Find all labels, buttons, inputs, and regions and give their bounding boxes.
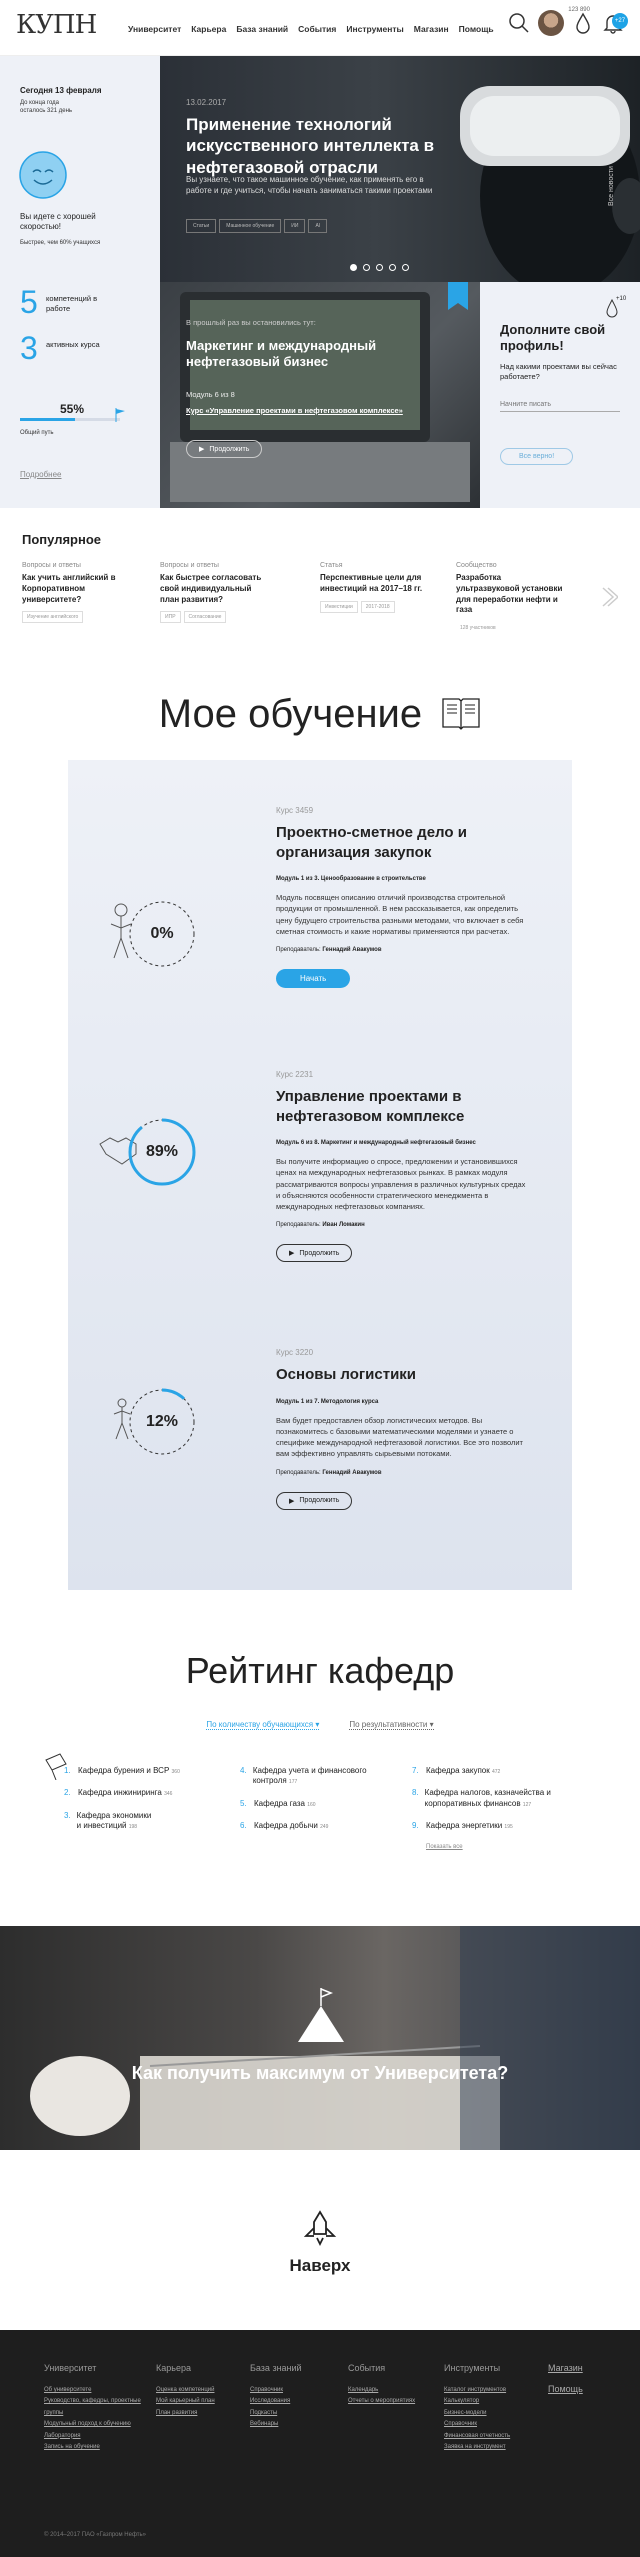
chevron-right-icon[interactable] bbox=[600, 586, 618, 608]
points-badge: +10 bbox=[616, 296, 627, 302]
slider-dot[interactable] bbox=[363, 264, 370, 271]
slider-dot[interactable] bbox=[402, 264, 409, 271]
rating-value: 195 bbox=[504, 1824, 513, 1831]
slider-dot[interactable] bbox=[389, 264, 396, 271]
tab-by-results[interactable] bbox=[349, 1720, 433, 1730]
course-number: Курс 3459 bbox=[276, 806, 314, 815]
copyright: © 2014–2017 ПАО «Газпром Нефть» bbox=[44, 2532, 146, 2538]
hero-tag[interactable]: Машинное обучение bbox=[219, 219, 281, 233]
rating-rank: 2. bbox=[64, 1788, 71, 1798]
smile-icon bbox=[18, 150, 68, 200]
profile-card bbox=[480, 282, 640, 508]
footer-heading[interactable]: Помощь bbox=[548, 2384, 583, 2395]
course-module: Модуль 1 из 3. Ценообразование в строительстве bbox=[276, 876, 426, 882]
popular-item-category: Сообщество bbox=[456, 562, 497, 569]
hero-tag[interactable]: Статьи bbox=[186, 219, 216, 233]
more-link[interactable]: Подробнее bbox=[20, 470, 62, 479]
course-number: Курс 3220 bbox=[276, 1348, 314, 1357]
footer-col-tools bbox=[444, 2360, 510, 2453]
footer-link[interactable]: Календарь bbox=[348, 2387, 379, 2394]
rating-name: Кафедра добычи bbox=[254, 1821, 318, 1831]
popular-item-category: Вопросы и ответы bbox=[160, 562, 219, 569]
footer-link[interactable]: Мой карьерный план bbox=[156, 2398, 215, 2405]
hero-tag[interactable]: AI bbox=[308, 219, 327, 233]
learning-box bbox=[68, 760, 572, 1590]
hero-slider[interactable] bbox=[160, 56, 640, 282]
slider-dot[interactable] bbox=[376, 264, 383, 271]
confirm-button[interactable]: Все верно! bbox=[500, 448, 573, 465]
competencies-count: 5 bbox=[20, 284, 38, 320]
footer-link[interactable]: План развития bbox=[156, 2409, 198, 2416]
learning-title bbox=[0, 692, 640, 737]
profile-title: Дополните свой профиль! bbox=[500, 322, 606, 354]
course-percent: 89% bbox=[145, 1143, 179, 1160]
learning-title-text: Мое обучение bbox=[158, 692, 423, 736]
rating-item[interactable] bbox=[412, 1821, 572, 1831]
popular-item-tag[interactable]: 2017-2018 bbox=[361, 601, 395, 613]
continue-course[interactable]: Курс «Управление проектами в нефтегазовом комплексе» bbox=[186, 406, 403, 415]
course-title[interactable]: Проектно-сметное дело и организация закупок bbox=[276, 824, 467, 861]
back-to-top-label[interactable]: Наверх bbox=[289, 2256, 351, 2275]
play-icon: ▶ bbox=[199, 446, 205, 453]
progress-percent: 55% bbox=[60, 402, 85, 416]
continue-pre: В прошлый раз вы остановились тут: bbox=[186, 318, 316, 327]
tab-by-students-label: По количеству обучающихся bbox=[206, 1720, 314, 1729]
course-percent: 0% bbox=[150, 925, 174, 942]
footer-col-career bbox=[156, 2360, 215, 2419]
mountain-flag-icon bbox=[296, 1986, 346, 2046]
rating-rank: 9. bbox=[412, 1821, 419, 1831]
rating-column bbox=[240, 1766, 390, 1844]
hero-tags bbox=[186, 214, 330, 233]
rating-item[interactable] bbox=[64, 1788, 234, 1798]
hero-title[interactable]: Применение технологий искусственного интеллекта в нефтегазовой отрасли bbox=[186, 115, 435, 177]
rating-value: 360 bbox=[171, 1769, 180, 1775]
course-info bbox=[276, 1348, 526, 1510]
nav-career[interactable]: Карьера bbox=[191, 24, 227, 34]
rating-rank: 5. bbox=[240, 1798, 247, 1808]
rating-item[interactable] bbox=[240, 1799, 390, 1809]
teacher-label: Преподаватель: bbox=[276, 1469, 321, 1476]
popular-item-category: Статья bbox=[320, 562, 343, 569]
popular-item-tag[interactable]: Инвестиции bbox=[320, 601, 358, 613]
popular-item-tag[interactable]: ИПР bbox=[160, 611, 181, 623]
footer-link[interactable]: Заявка на инструмент bbox=[444, 2444, 506, 2451]
courses-label: активных курса bbox=[46, 340, 100, 349]
footer-link[interactable]: Подкасты bbox=[250, 2409, 278, 2416]
course-description: Вам будет предоставлен обзор логистических методов. Вы познакомитесь с базовыми математическими моделями и узнаете о специфике международной нефтегазовой логистики. Все это позволит вам эффективно управлять сырьевыми потоками. bbox=[276, 1415, 523, 1459]
continue-course-button[interactable] bbox=[276, 1244, 352, 1262]
footer-link[interactable]: Калькулятор bbox=[444, 2398, 480, 2405]
show-all-link[interactable]: Показать все bbox=[426, 1843, 463, 1850]
courses-count: 3 bbox=[20, 330, 38, 366]
rating-item[interactable] bbox=[240, 1766, 390, 1787]
nav-university[interactable]: Университет bbox=[128, 24, 182, 34]
flag-icon bbox=[114, 408, 126, 422]
rating-value: 472 bbox=[491, 1769, 501, 1775]
footer-heading[interactable]: Университет bbox=[44, 2363, 97, 2373]
all-news-link[interactable]: Все новости bbox=[608, 166, 615, 206]
course-title[interactable]: Основы логистики bbox=[276, 1366, 417, 1383]
rating-rank: 8. bbox=[412, 1788, 419, 1798]
popular-item-category: Вопросы и ответы bbox=[22, 562, 81, 569]
popular-item-title[interactable]: Перспективные цели для инвестиций на 2017–18 гг. bbox=[320, 573, 423, 593]
footer-link[interactable]: Руководство, кафедры, проектные группы bbox=[44, 2398, 141, 2416]
footer-link[interactable]: Отчеты о мероприятиях bbox=[348, 2398, 416, 2405]
hero-date: 13.02.2017 bbox=[186, 98, 227, 107]
course-number: Курс 2231 bbox=[276, 1070, 314, 1079]
teacher-name[interactable]: Геннадий Авакумов bbox=[322, 1469, 382, 1476]
start-button[interactable]: Начать bbox=[276, 969, 350, 988]
footer-col-knowledge bbox=[250, 2360, 302, 2431]
course-title[interactable]: Управление проектами в нефтегазовом комплексе bbox=[276, 1088, 465, 1125]
progress-fill bbox=[20, 418, 75, 421]
rating-item[interactable] bbox=[412, 1766, 572, 1776]
balance-value: 123 890 bbox=[568, 7, 590, 13]
teacher-name[interactable]: Геннадий Авакумов bbox=[322, 947, 382, 953]
rating-name: Кафедра экономики и инвестиций bbox=[76, 1810, 152, 1831]
course-teacher bbox=[276, 1470, 526, 1476]
rating-rank: 6. bbox=[240, 1821, 247, 1831]
drop-icon[interactable] bbox=[572, 12, 594, 34]
avatar[interactable] bbox=[538, 10, 564, 36]
course-percent: 12% bbox=[145, 1413, 179, 1430]
continue-button[interactable] bbox=[186, 440, 262, 458]
footer-link[interactable]: Об университете bbox=[44, 2387, 92, 2394]
profile-question: Над какими проектами вы сейчас работаете? bbox=[500, 362, 617, 382]
rating-rank: 7. bbox=[412, 1766, 419, 1775]
hero-description: Вы узнаете, что такое машинное обучение, как применять его в работе и где учиться, чтобы начать заниматься такими проектами bbox=[186, 175, 433, 196]
slider-dots bbox=[350, 264, 409, 271]
banner-title: Как получить максимум от Университета? bbox=[131, 2063, 509, 2083]
book-icon bbox=[441, 695, 481, 731]
footer-link[interactable]: Финансовая отчетность bbox=[444, 2432, 511, 2439]
rating-value: 177 bbox=[288, 1779, 298, 1786]
popular-section bbox=[0, 508, 640, 648]
footer-link[interactable]: Лаборатория bbox=[44, 2432, 81, 2439]
progress-panel bbox=[0, 56, 160, 508]
footer-col-university bbox=[44, 2360, 154, 2453]
course-info bbox=[276, 806, 526, 988]
footer-link[interactable]: Справочник bbox=[444, 2421, 477, 2428]
popular-item[interactable] bbox=[320, 562, 430, 613]
course-info bbox=[276, 1070, 526, 1262]
today-label: Сегодня 13 февраля bbox=[20, 86, 102, 95]
popular-item-title[interactable]: Как учить английский в Корпоративном университете? bbox=[22, 573, 116, 604]
footer-link[interactable]: Запись на обучение bbox=[44, 2444, 100, 2451]
rating-item[interactable] bbox=[64, 1766, 234, 1776]
popular-item-title[interactable]: Разработка ультразвуковой установки для переработки нефти и газа bbox=[456, 573, 563, 615]
main-nav bbox=[128, 24, 494, 34]
rating-value: 249 bbox=[320, 1824, 329, 1831]
rating-rank: 1. bbox=[64, 1766, 71, 1775]
continue-button-label: Продолжить bbox=[209, 445, 250, 453]
footer-link[interactable]: Каталог инструментов bbox=[444, 2387, 507, 2394]
rating-name: Кафедра газа bbox=[254, 1798, 305, 1808]
popular-item[interactable] bbox=[456, 562, 566, 634]
hero-tag[interactable]: ИИ bbox=[284, 219, 305, 233]
nav-events[interactable]: События bbox=[298, 24, 337, 34]
footer-heading[interactable]: Инструменты bbox=[444, 2363, 501, 2373]
footer-heading[interactable]: События bbox=[348, 2363, 386, 2373]
play-icon: ▶ bbox=[289, 1250, 295, 1258]
progress-track bbox=[20, 418, 120, 421]
faster-label: Быстрее, чем 60% учащихся bbox=[20, 240, 101, 246]
continue-course-label: Продолжить bbox=[299, 1497, 340, 1504]
nav-knowledge[interactable]: База знаний bbox=[236, 24, 289, 34]
site-header bbox=[0, 0, 640, 56]
rating-rank: 4. bbox=[240, 1766, 247, 1775]
popular-item-title[interactable]: Как быстрее согласовать свой индивидуальный план развития? bbox=[160, 573, 262, 604]
deadline-label: До конца года осталось 321 день bbox=[20, 100, 73, 114]
notification-badge: +27 bbox=[612, 13, 628, 29]
popular-item-tag: 128 участников bbox=[460, 625, 496, 632]
play-icon: ▶ bbox=[289, 1497, 295, 1505]
rating-name: Кафедра закупок bbox=[426, 1766, 490, 1775]
popular-title: Популярное bbox=[22, 532, 102, 547]
rating-column bbox=[64, 1766, 234, 1844]
popular-item[interactable] bbox=[22, 562, 132, 623]
teacher-label: Преподаватель: bbox=[276, 1222, 321, 1229]
rating-name: Кафедра учета и финансового контроля bbox=[252, 1766, 367, 1786]
rating-item[interactable] bbox=[412, 1788, 572, 1809]
popular-item-tag[interactable]: Изучение английского bbox=[22, 611, 83, 623]
chevron-down-icon: ▾ bbox=[429, 1720, 434, 1729]
speed-question: Вы идете с хорошей скоростью! bbox=[20, 212, 96, 232]
course-teacher bbox=[276, 947, 526, 953]
continue-card[interactable] bbox=[160, 282, 480, 508]
rating-value: 346 bbox=[164, 1791, 173, 1798]
footer-heading[interactable]: Магазин bbox=[548, 2363, 583, 2373]
rating-value: 127 bbox=[522, 1801, 532, 1808]
project-input[interactable] bbox=[500, 398, 620, 412]
course-module: Модуль 1 из 7. Методология курса bbox=[276, 1398, 379, 1405]
competencies-label: компетенций в работе bbox=[46, 294, 98, 313]
rating-column bbox=[412, 1766, 572, 1850]
site-logo[interactable]: КУПН bbox=[16, 10, 97, 40]
tab-by-results-label: По результативности bbox=[349, 1720, 428, 1729]
rating-name: Кафедра инжиниринга bbox=[78, 1788, 162, 1798]
continue-course-button[interactable] bbox=[276, 1492, 352, 1510]
rating-name: Кафедра налогов, казначейства и корпоративных финансов bbox=[424, 1788, 551, 1808]
rating-name: Кафедра энергетики bbox=[426, 1821, 503, 1831]
nav-tools[interactable]: Инструменты bbox=[346, 24, 404, 34]
rating-tabs bbox=[0, 1720, 640, 1730]
back-to-top[interactable] bbox=[0, 2150, 640, 2330]
rating-value: 160 bbox=[307, 1801, 316, 1808]
tab-by-students[interactable] bbox=[206, 1720, 319, 1730]
rocket-icon bbox=[302, 2210, 338, 2246]
nav-shop[interactable]: Магазин bbox=[413, 24, 449, 34]
course-teacher bbox=[276, 1222, 526, 1228]
footer-heading[interactable]: Карьера bbox=[156, 2363, 191, 2373]
footer-heading[interactable]: База знаний bbox=[250, 2363, 302, 2373]
footer-link[interactable]: Справочник bbox=[250, 2387, 283, 2394]
continue-title[interactable]: Маркетинг и международный нефтегазовый бизнес bbox=[186, 338, 377, 370]
rating-rank: 3. bbox=[64, 1810, 71, 1820]
rating-title: Рейтинг кафедр bbox=[185, 1650, 455, 1691]
progress-label: Общий путь bbox=[20, 430, 54, 436]
course-description: Вы получите информацию о спросе, предложении и установившихся ценах на международных нефтегазовых рынках. В рамках модуля рассматриваются вопросы управления в различных культурных средах и объясняются особенности стратегического менеджмента в международных нефтегазовых компаниях. bbox=[276, 1157, 526, 1211]
rating-name: Кафедра бурения и ВСР bbox=[78, 1766, 170, 1775]
nav-help[interactable]: Помощь bbox=[458, 24, 494, 34]
rating-value: 198 bbox=[128, 1824, 138, 1831]
footer-link[interactable]: Оценка компетенций bbox=[156, 2387, 215, 2394]
rating-item[interactable] bbox=[240, 1821, 390, 1831]
course-module: Модуль 6 из 8. Маркетинг и международный нефтегазовый бизнес bbox=[276, 1140, 476, 1146]
slider-dot[interactable] bbox=[350, 264, 357, 271]
course-description: Модуль посвящен описанию отличий производства строительной продукции от промышленной. В нем рассказывается, как определить цену будущего строительства разными методами, что включает в себя сметная стоимость и какие нормативы применяются при расчетах. bbox=[276, 893, 524, 936]
site-footer bbox=[0, 2330, 640, 2557]
footer-col-shop-help bbox=[548, 2360, 583, 2406]
continue-module: Модуль 6 из 8 bbox=[186, 390, 235, 399]
tips-banner[interactable] bbox=[0, 1926, 640, 2150]
popular-item-tag[interactable]: Согласование bbox=[184, 611, 227, 623]
popular-item[interactable] bbox=[160, 562, 270, 623]
chevron-down-icon: ▾ bbox=[315, 1720, 320, 1729]
footer-link[interactable]: Модульный подход к обучению bbox=[44, 2421, 131, 2428]
bookmark-icon[interactable] bbox=[448, 282, 468, 310]
footer-link[interactable]: Вебинары bbox=[250, 2421, 279, 2428]
header-icons bbox=[508, 10, 624, 36]
teacher-label: Преподаватель: bbox=[276, 947, 321, 953]
continue-course-label: Продолжить bbox=[299, 1249, 340, 1257]
footer-col-events bbox=[348, 2360, 415, 2408]
footer-link[interactable]: Исследования bbox=[250, 2398, 291, 2405]
rating-item[interactable] bbox=[64, 1811, 154, 1832]
teacher-name[interactable]: Иван Ломакин bbox=[322, 1222, 365, 1229]
search-icon[interactable] bbox=[508, 12, 530, 34]
footer-link[interactable]: Бизнес-модели bbox=[444, 2409, 487, 2416]
